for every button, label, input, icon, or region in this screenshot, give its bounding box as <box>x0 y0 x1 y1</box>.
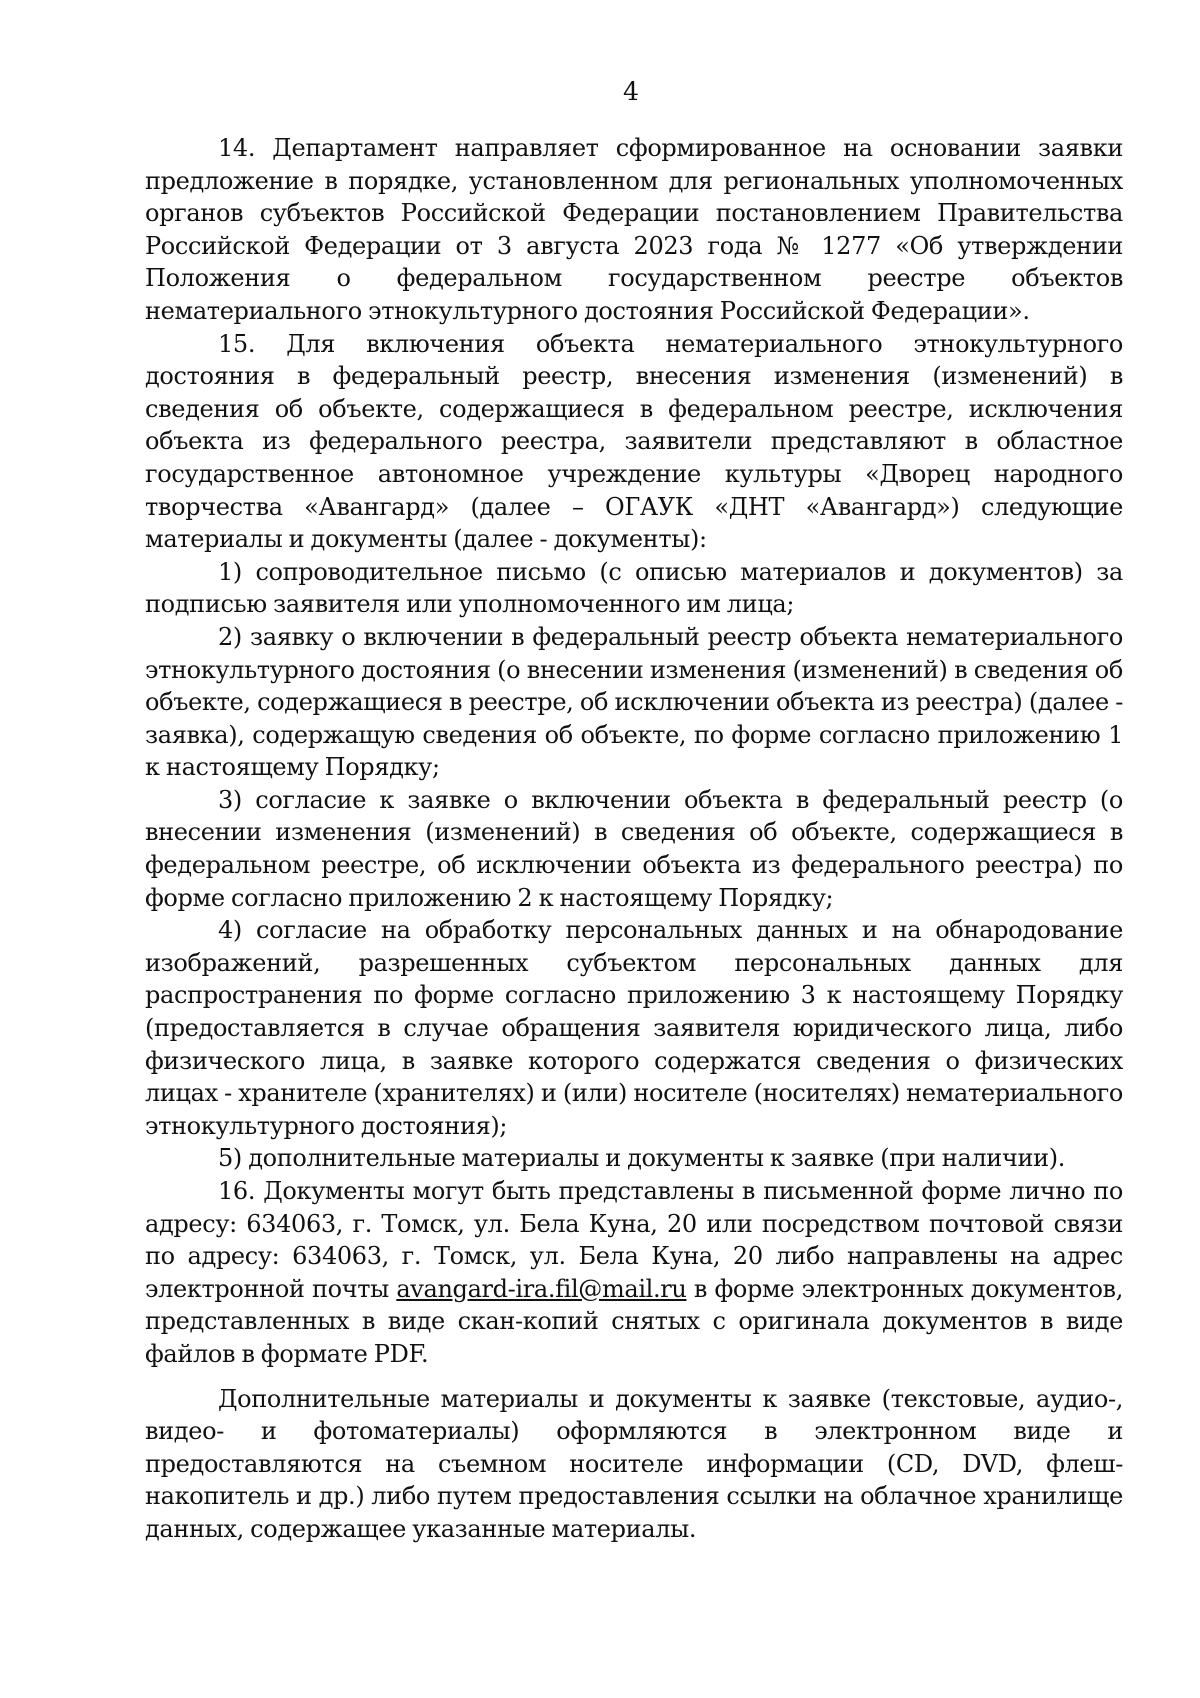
paragraph-additional-materials: Дополнительные материалы и документы к заявке (текстовые, аудио-, видео- и фотоматериалы) оформляются в электронном виде и предоставляются на съемном носителе информации (CD, DVD, флеш-накопитель и др.) либо путем предоставления ссылки на облачное хранилище данных, содержащее указанные материалы. <box>145 1384 1123 1543</box>
paragraph-14: 14. Департамент направляет сформированное на основании заявки предложение в порядке, установленном для региональных уполномоченных органов субъектов Российской Федерации постановлением Правительства Российской Федерации от 3 августа 2023 года № 1277 «Об утверждении Положения о федеральном государственном реестре объектов нематериального этнокультурного достояния Российской Федерации». <box>145 134 1123 325</box>
list-item-1: 1) сопроводительное письмо (с описью материалов и документов) за подписью заявителя или уполномоченного им лица; <box>145 557 1123 619</box>
list-item-4: 4) согласие на обработку персональных данных и на обнародование изображений, разрешенных субъектом персональных данных для распространения по форме согласно приложению 3 к настоящему Порядку (предоставляется в случае обращения заявителя юридического лица, либо физического лица, в заявке которого содержатся сведения о физических лицах - хранителе (хранителях) и (или) носителе (носителях) нематериального этнокультурного достояния); <box>145 916 1123 1140</box>
list-item-5: 5) дополнительные материалы и документы к заявке (при наличии). <box>218 1144 1066 1173</box>
list-item-2: 2) заявку о включении в федеральный реестр объекта нематериального этнокультурного достояния (о внесении изменения (изменений) в сведения об объекте, содержащиеся в реестре, об исключении объекта из реестра) (далее - заявка), содержащую сведения об объекте, по форме согласно приложению 1 к настоящему Порядку; <box>145 622 1123 782</box>
page-number: 4 <box>623 77 639 106</box>
email-link[interactable]: avangard-ira.fil@mail.ru <box>396 1274 687 1303</box>
list-item-3: 3) согласие к заявке о включении объекта в федеральный реестр (о внесении изменения (изменений) в сведения об объекте, содержащиеся в федеральном реестре, об исключении объекта из федерального реестра) по форме согласно приложению 2 к настоящему Порядку; <box>145 785 1123 912</box>
document-body <box>145 132 1123 1546</box>
paragraph-16-text-start: 16. Документы могут быть представлены в письменной форме лично по адресу: 634063, г. Томск, ул. Бела Куна, 20 или посредством почтовой связи по адресу: 634063, г. Томск, ул. Бела Куна, 20 либо направлены на адрес электронной почты <box>145 1177 1123 1303</box>
paragraph-15: 15. Для включения объекта нематериального этнокультурного достояния в федеральный реестр, внесения изменения (изменений) в сведения об объекте, содержащиеся в федеральном реестре, исключения объекта из федерального реестра, заявители представляют в областное государственное автономное учреждение культуры «Дворец народного творчества «Авангард» (далее – ОГАУК «ДНТ «Авангард») следующие материалы и документы (далее - документы): <box>145 329 1123 554</box>
paragraph-16 <box>145 1175 1123 1371</box>
paragraph-16-text-end: в форме электронных документов, представленных в виде скан-копий снятых с оригинала документов в виде файлов в формате PDF. <box>145 1274 1123 1368</box>
